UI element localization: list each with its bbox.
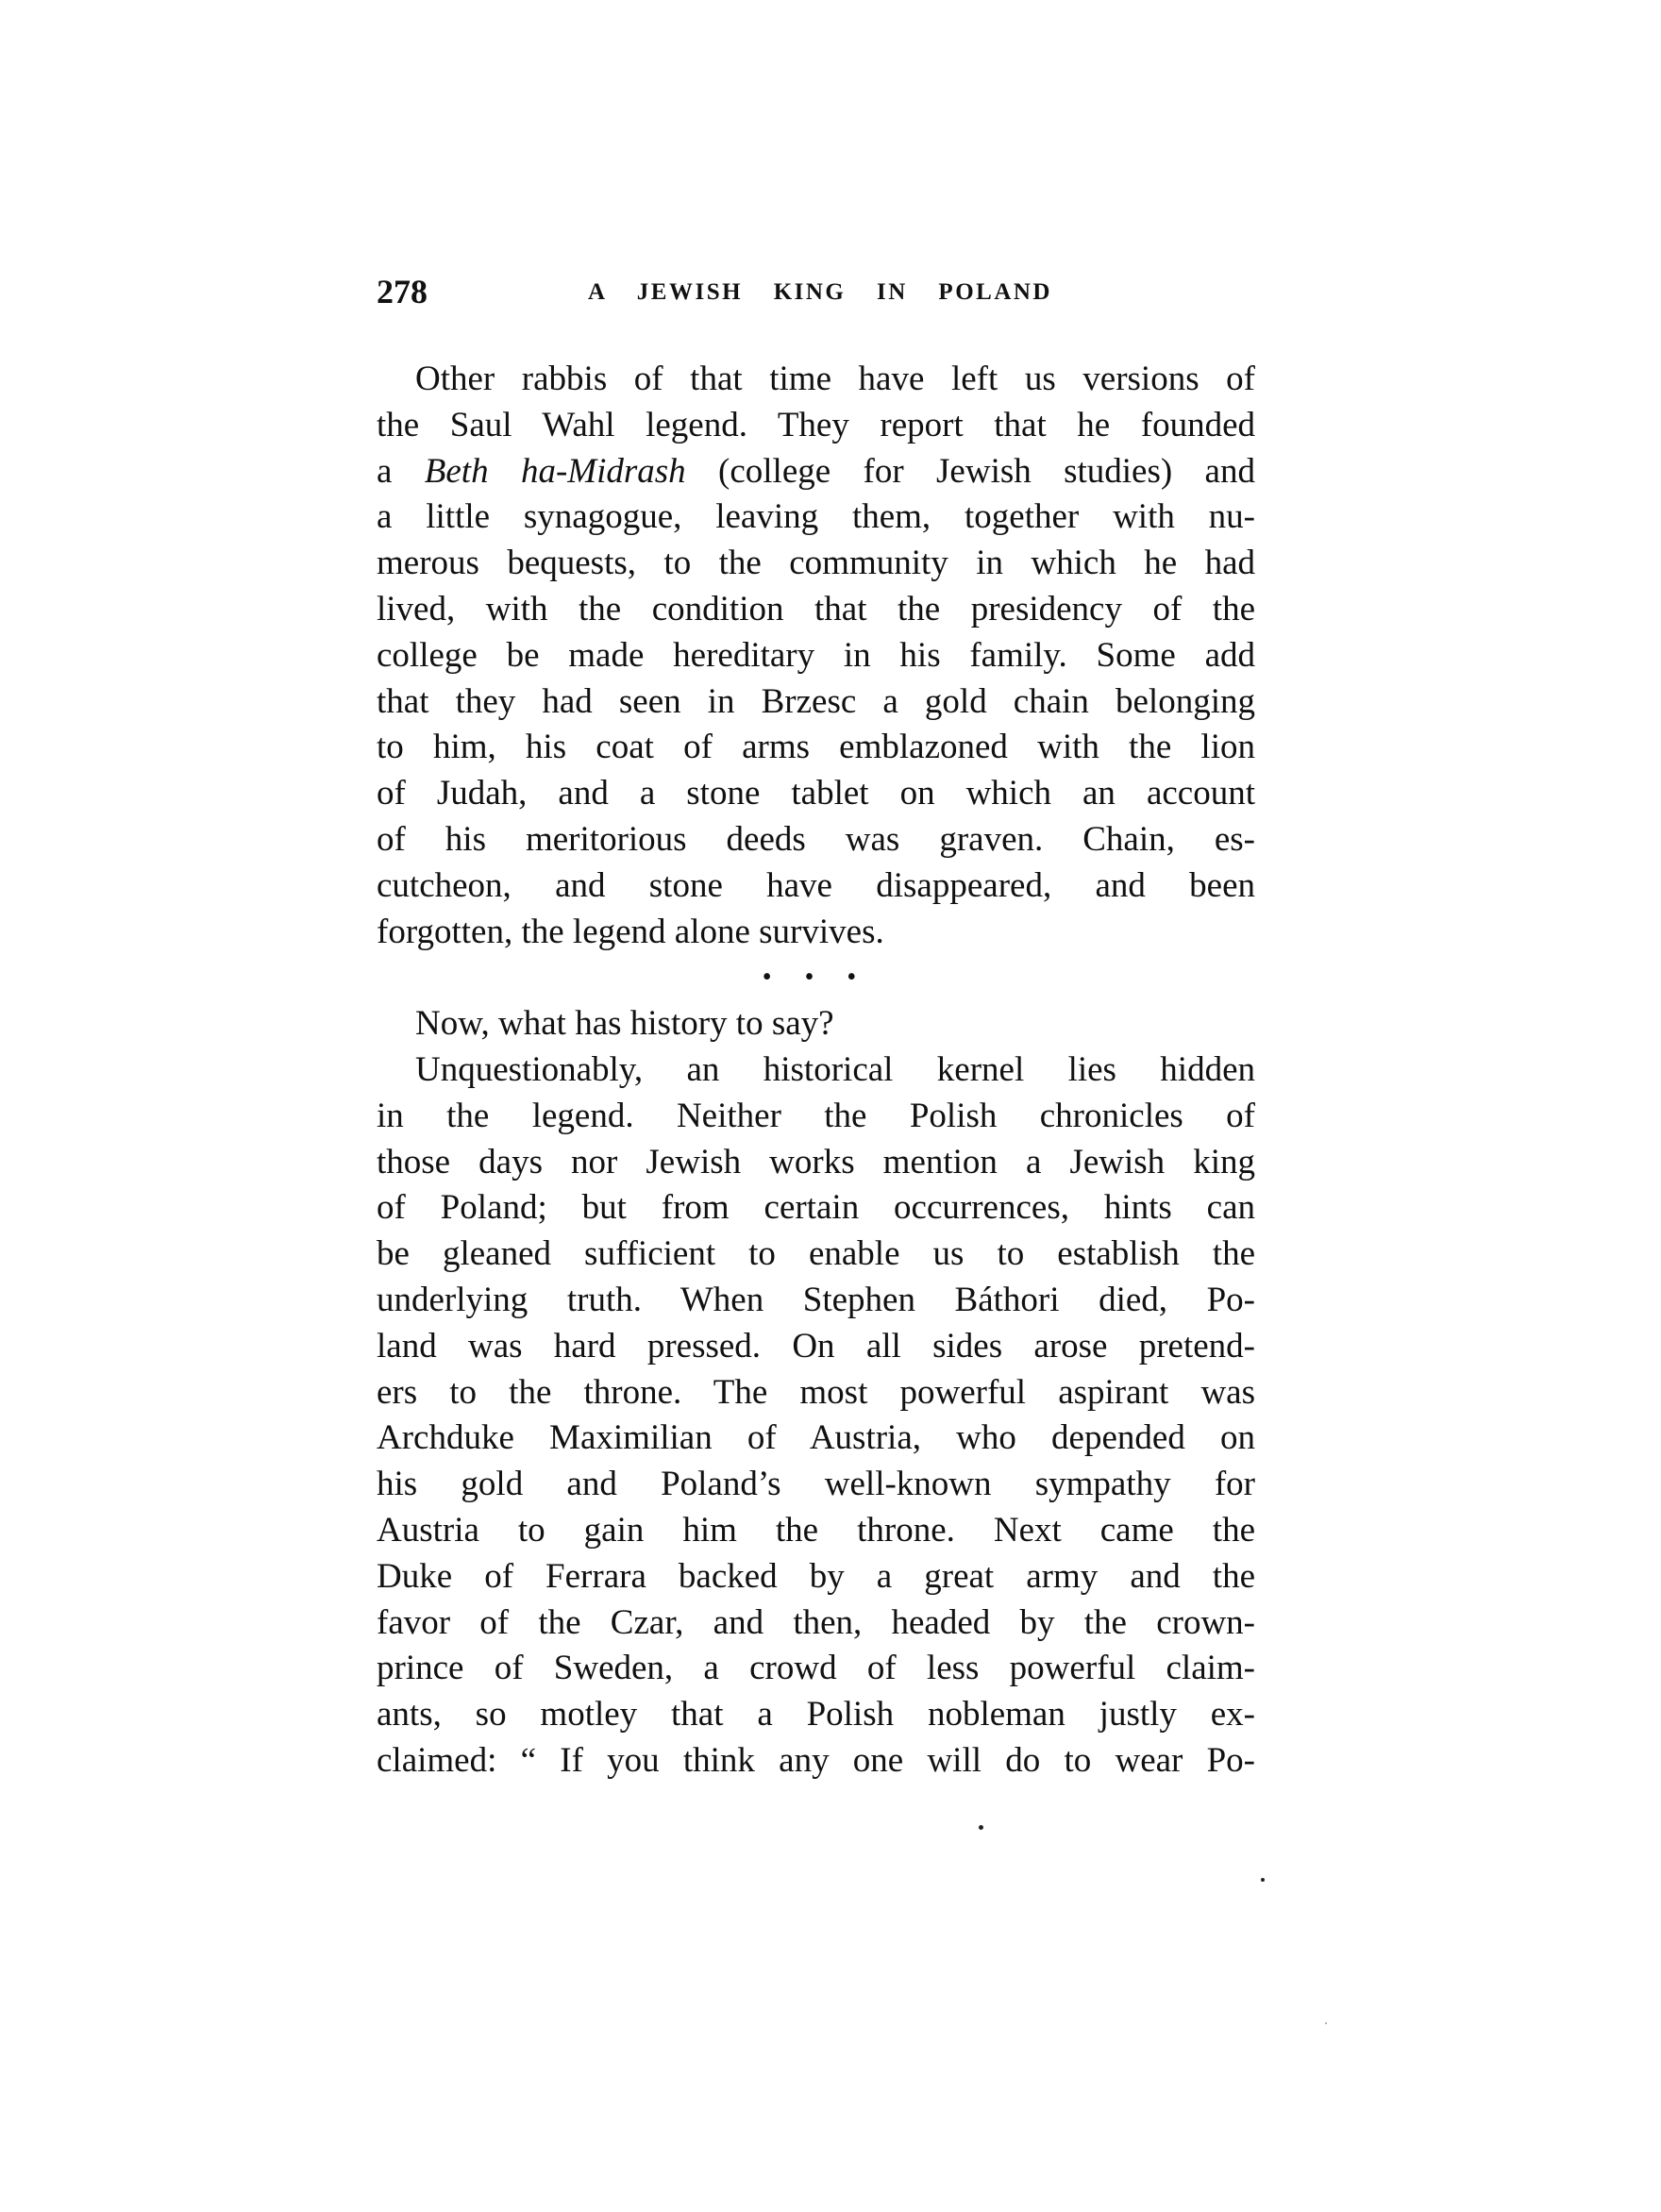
text-line: lived, with the condition that the presidency of the [377, 589, 1255, 628]
text-line: underlying truth. When Stephen Báthori died, Po- [377, 1280, 1255, 1319]
scan-speck [1261, 1878, 1265, 1882]
text-fragment: a [377, 451, 425, 491]
text-line: of Poland; but from certain occurrences, hints can [377, 1188, 1255, 1228]
text-line: claimed: “ If you think any one will do to wear Po- [377, 1740, 1255, 1780]
text-line: favor of the Czar, and then, headed by the crown- [377, 1602, 1255, 1642]
running-head: A JEWISH KING IN POLAND [588, 279, 1052, 305]
text-line: of his meritorious deeds was graven. Chain, es- [377, 819, 1255, 859]
text-line: merous bequests, to the community in which he had [377, 544, 1255, 583]
text-line: his gold and Poland’s well-known sympathy for [377, 1465, 1255, 1504]
text-line: forgotten, the legend alone survives. [377, 912, 884, 951]
text-line: of Judah, and a stone tablet on which an account [377, 774, 1255, 813]
text-line: Archduke Maximilian of Austria, who depended on [377, 1418, 1255, 1458]
text-line: be gleaned sufficient to enable us to establish the [377, 1234, 1255, 1274]
text-fragment: (college for Jewish studies) and [685, 451, 1255, 491]
text-line: Duke of Ferrara backed by a great army and the [377, 1556, 1255, 1596]
text-line: Now, what has history to say? [415, 1004, 834, 1044]
page-number: 278 [377, 273, 428, 310]
text-line: ants, so motley that a Polish nobleman justly ex- [377, 1695, 1255, 1734]
text-line: Other rabbis of that time have left us versions of [415, 360, 1255, 398]
section-break: • • • [762, 963, 870, 993]
text-line: a little synagogue, leaving them, together with nu- [377, 497, 1255, 537]
body-text [377, 357, 1255, 1785]
text-line: the Saul Wahl legend. They report that he founded [377, 405, 1255, 444]
scan-speck [979, 1825, 983, 1830]
text-line: to him, his coat of arms emblazoned with the lion [377, 728, 1255, 767]
text-line: in the legend. Neither the Polish chronicles of [377, 1096, 1255, 1135]
text-line: land was hard pressed. On all sides arose pretend- [377, 1326, 1255, 1366]
text-line: prince of Sweden, a crowd of less powerful claim- [377, 1649, 1255, 1688]
text-line [377, 449, 1255, 495]
text-line: Austria to gain him the throne. Next came the [377, 1510, 1255, 1550]
text-line: cutcheon, and stone have disappeared, and been [377, 865, 1255, 905]
text-line: those days nor Jewish works mention a Jewish king [377, 1142, 1255, 1181]
text-line: Unquestionably, an historical kernel lies hidden [415, 1049, 1255, 1089]
text-line: ers to the throne. The most powerful aspirant was [377, 1372, 1255, 1412]
text-line: that they had seen in Brzesc a gold chain belonging [377, 681, 1255, 721]
scan-speck [1325, 2022, 1327, 2024]
italic-term: Beth ha-Midrash [424, 451, 686, 491]
text-line: college be made hereditary in his family. Some add [377, 635, 1255, 675]
